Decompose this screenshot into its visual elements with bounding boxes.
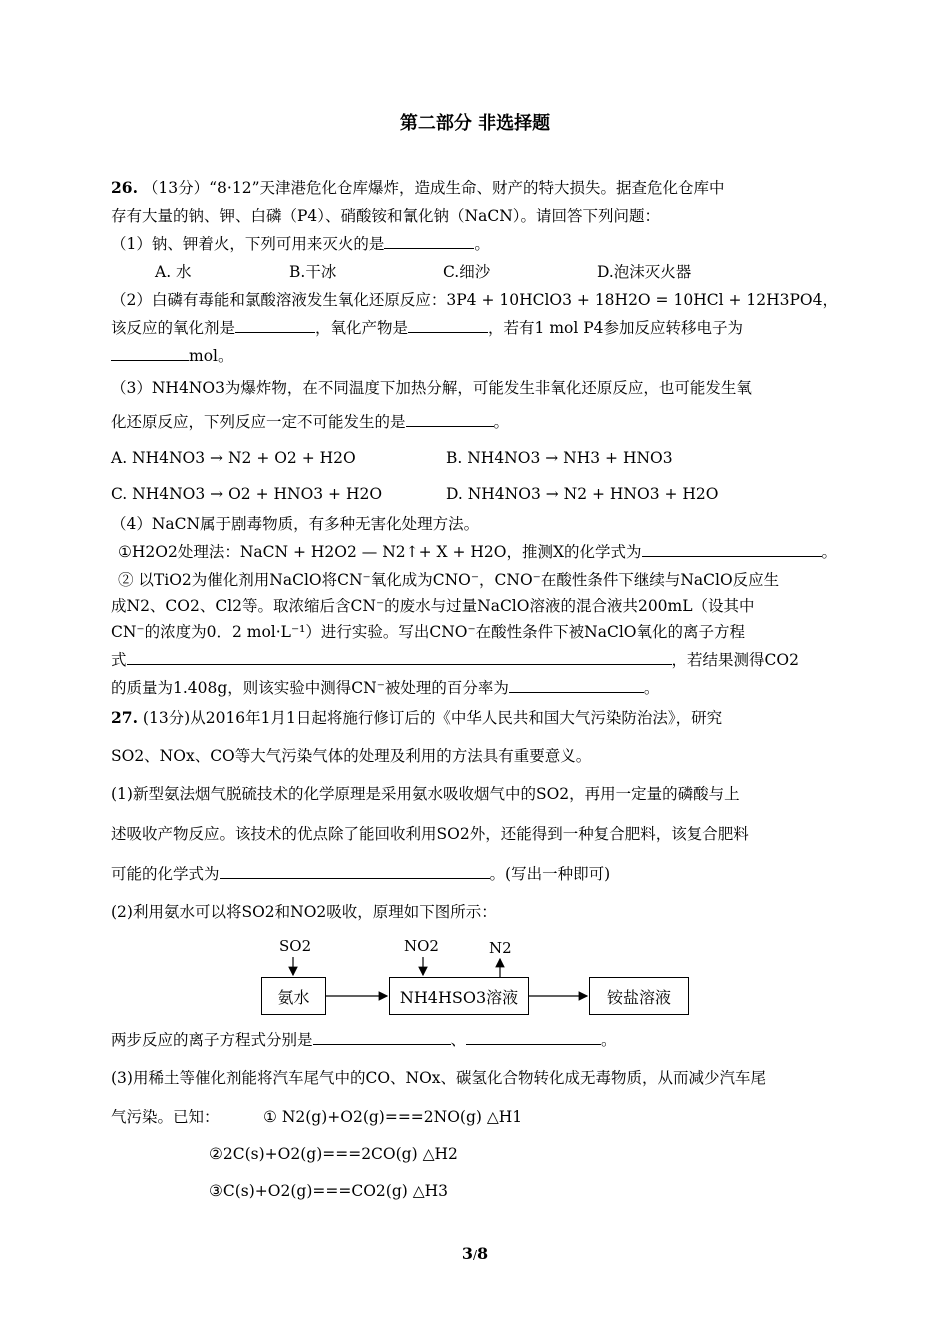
- q26-part2-line3: mol。: [111, 346, 234, 366]
- q26-option-d: D.泡沫灭火器: [597, 263, 692, 281]
- q27-part1-line2: 述吸收产物反应。该技术的优点除了能回收利用SO2外，还能得到一种复合肥料，该复合肥料: [111, 825, 749, 843]
- q27-number: 27.: [111, 708, 138, 727]
- answer-blank[interactable]: [466, 1030, 601, 1045]
- q26-part3-option-a: A. NH4NO3 → N2 + O2 + H2O: [111, 449, 356, 467]
- answer-blank[interactable]: [313, 1030, 451, 1045]
- q26-part3-option-c: C. NH4NO3 → O2 + HNO3 + H2O: [111, 485, 383, 503]
- q27-part1-line1: (1)新型氨法烟气脱硫技术的化学原理是采用氨水吸收烟气中的SO2，再用一定量的磷酸与上: [111, 785, 740, 803]
- diagram-box-ammonium-salt: 铵盐溶液: [589, 977, 689, 1015]
- diagram-box-ammonia: 氨水: [261, 977, 326, 1015]
- q27-part3-line2: 气污染。已知：: [111, 1108, 220, 1126]
- q26-intro-line2: 存有大量的钠、钾、白磷（P4）、硝酸铵和氰化钠（NaCN）。请回答下列问题：: [111, 207, 661, 225]
- page-number: 3/8: [461, 1244, 489, 1263]
- q26-part3-option-b: B. NH4NO3 → NH3 + HNO3: [446, 449, 673, 467]
- q26-part3-option-d: D. NH4NO3 → N2 + HNO3 + H2O: [446, 485, 719, 503]
- q26-option-a: A. 水: [155, 263, 192, 281]
- q26-part4-line5: CN⁻的浓度为0．2 mol·L⁻¹）进行实验。写出CNO⁻在酸性条件下被NaClO氧化的离子方程: [111, 623, 745, 641]
- q27-part1-line3: 可能的化学式为 。(写出一种即可): [111, 865, 611, 883]
- q26-part4-line2: ①H2O2处理法：NaCN + H2O2 — N2↑+ X + H2O，推测X的化学式为 。: [118, 543, 838, 561]
- q27-part2-line2: 两步反应的离子方程式分别是 、 。: [111, 1031, 617, 1049]
- q27-intro-line1: 27. (13分)从2016年1月1日起将施行修订后的《中华人民共和国大气污染防治法》，研究: [111, 708, 723, 727]
- diagram-input-so2: SO2: [279, 937, 312, 955]
- q26-option-b: B.干冰: [289, 263, 337, 281]
- q27-equation-2: ②2C(s)+O2(g)===2CO(g) △H2: [209, 1145, 458, 1163]
- q26-option-c: C.细沙: [443, 263, 491, 281]
- q26-part4-line3: ② 以TiO2为催化剂用NaClO将CN⁻氧化成为CNO⁻，CNO⁻在酸性条件下继续与NaClO反应生: [118, 571, 780, 589]
- q26-part3-line2: 化还原反应，下列反应一定不可能发生的是 。: [111, 413, 510, 431]
- q26-part2-line1: （2）白磷有毒能和氯酸溶液发生氧化还原反应：3P4 + 10HClO3 + 18H2O = 10HCl + 12H3PO4，: [111, 291, 838, 309]
- q26-part1: （1）钠、钾着火，下列可用来灭火的是 。: [111, 235, 490, 253]
- q26-intro-line1: 26. （13分）“8·12”天津港危化仓库爆炸，造成生命、财产的特大损失。据查危化仓库中: [111, 178, 725, 197]
- q27-equation-3: ③C(s)+O2(g)===CO2(g) △H3: [209, 1182, 449, 1200]
- q26-part4-line4: 成N2、CO2、Cl2等。取浓缩后含CN⁻的废水与过量NaClO溶液的混合液共200mL（设其中: [111, 597, 755, 615]
- diagram-box-nh4hso3: NH4HSO3溶液: [389, 977, 529, 1015]
- diagram-input-no2: NO2: [404, 937, 439, 955]
- q27-equation-1: ① N2(g)+O2(g)===2NO(g) △H1: [263, 1108, 523, 1126]
- section-title: 第二部分 非选择题: [399, 113, 551, 134]
- q26-part4-line7: 的质量为1.408g，则该实验中测得CN⁻被处理的百分率为 。: [111, 679, 660, 697]
- q26-part3-line1: （3）NH4NO3为爆炸物，在不同温度下加热分解，可能发生非氧化还原反应，也可能发生氧: [111, 379, 752, 397]
- q26-number: 26.: [111, 178, 138, 197]
- q26-part2-line2: 该反应的氧化剂是 ，氧化产物是 ，若有1 mol P4参加反应转移电子为: [111, 319, 744, 337]
- q26-part4-line6: 式 ，若结果测得CO2: [111, 651, 799, 669]
- q26-part4-line1: （4）NaCN属于剧毒物质，有多种无害化处理方法。: [111, 515, 480, 533]
- q27-part3-line1: (3)用稀土等催化剂能将汽车尾气中的CO、NOx、碳氢化合物转化成无毒物质，从而减少汽车尾: [111, 1069, 767, 1087]
- diagram-output-n2: N2: [489, 939, 512, 957]
- q27-part2-line1: (2)利用氨水可以将SO2和NO2吸收，原理如下图所示：: [111, 903, 497, 921]
- q27-intro-line2: SO2、NOx、CO等大气污染气体的处理及利用的方法具有重要意义。: [111, 747, 592, 765]
